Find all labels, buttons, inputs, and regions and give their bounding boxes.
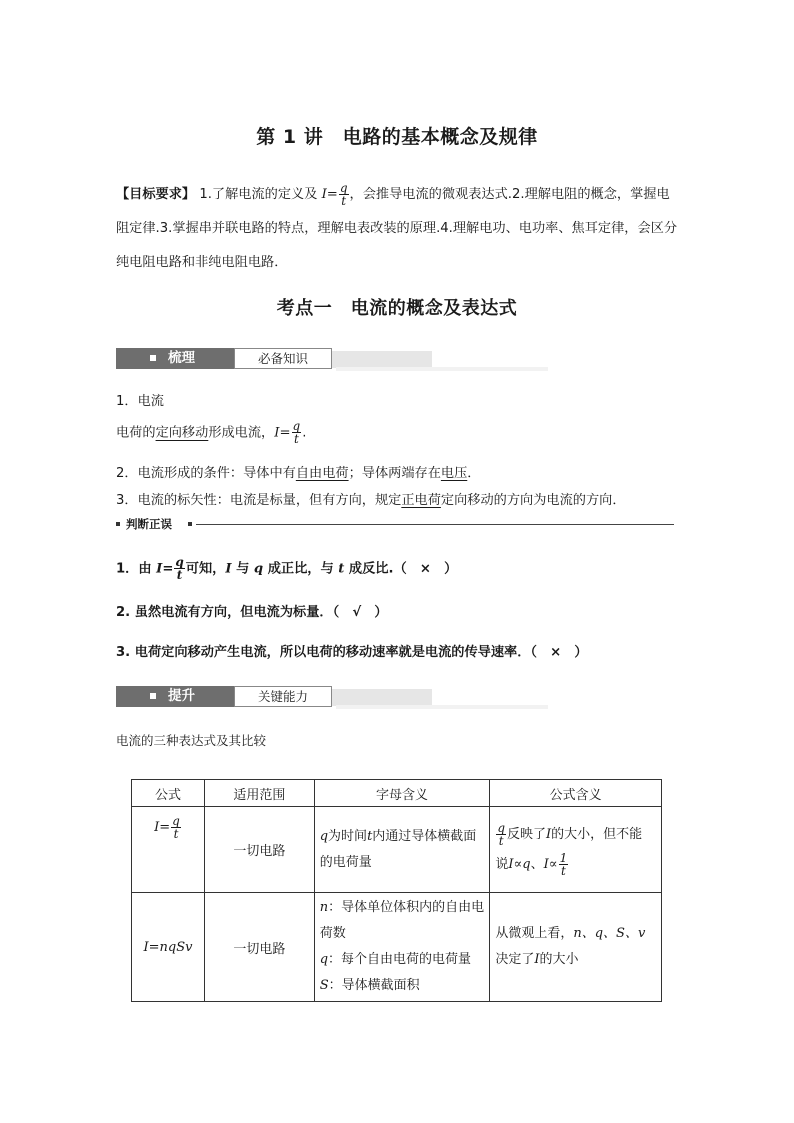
blank-directional-move: 定向移动 [155,425,209,441]
table-cell-scope: 一切电路 [204,893,314,1002]
goal-label: 【目标要求】 [116,187,196,202]
item-current-heading: 1．电流 [116,394,164,409]
def-fraction: $\frac{q}{t}$ [292,419,301,446]
square-icon [150,693,156,699]
table-header-cell: 公式含义 [490,780,662,807]
banner-improve [116,686,432,712]
judge-label: 判断正误 [116,516,176,532]
table-cell-scope: 一切电路 [204,807,314,893]
banner-sorting-label: 梳理 [116,348,236,369]
blank-positive-charge: 正电荷 [401,493,441,508]
table-header-cell: 适用范围 [204,780,314,807]
goal-formula-lhs: I= [321,187,338,202]
comparison-table [131,779,662,1002]
judge-item-1: 1．由 I= $\frac{q}{t}$ 可知，I 与 q 成正比，与 t 成反比.（ × ） [116,555,458,582]
blank-free-charge: 自由电荷 [295,466,349,481]
table-cell-meaning: q为时间t内通过导体横截面的电荷量 [314,807,490,893]
goal-text-1: 1.了解电流的定义及 [195,187,322,202]
goal-paragraph [116,178,682,280]
lecture-title: 第 1 讲 电路的基本概念及规律 [256,126,538,148]
square-icon [150,355,156,361]
table-row [132,807,662,893]
table-row [132,893,662,1002]
table-header-cell: 公式 [132,780,205,807]
blank-voltage: 电压 [440,466,468,481]
table-cell-significance: 从微观上看，n、q、S、v 决定了I的大小 [490,893,662,1002]
square-icon [116,522,120,526]
table-header-cell: 字母含义 [314,780,490,807]
table-cell-meaning: n：导体单位体积内的自由电荷数 q：每个自由电荷的电荷量 S：导体横截面积 [314,893,490,1002]
judge-divider [116,516,676,532]
judge-item-2: 2. 虽然电流有方向，但电流为标量．（ √ ） [116,605,388,620]
subheading-three-expressions: 电流的三种表达式及其比较 [116,733,267,748]
banner-sorting [116,348,432,374]
judge-fraction: $\frac{q}{t}$ [175,555,184,582]
banner-sorting-box: 必备知识 [234,348,332,369]
table-header-row [132,780,662,807]
table-cell-formula: I=nqSv [132,893,205,1002]
section-title: 考点一 电流的概念及表达式 [276,298,518,319]
banner-improve-box: 关键能力 [234,686,332,707]
banner-improve-label: 提升 [116,686,236,707]
goal-text-2: ，会推导电流的微观表达式.2.理解电阻的概念，掌握电阻定律.3.掌握串并联电路的特点，理解电表改装的原理.4.理解电功、电功率、焦耳定律，会区分纯电阻电路和非纯电阻电路． [116,187,678,270]
item-current-scalar: 3．电流的标矢性：电流是标量，但有方向，规定正电荷定向移动的方向为电流的方向． [116,493,626,508]
table-cell-formula: I= $\frac{q}{t}$ [132,807,205,893]
item-current-conditions: 2．电流形成的条件：导体中有自由电荷；导体两端存在电压． [116,466,481,481]
goal-fraction: $\frac{q}{t}$ [339,180,348,208]
table-cell-significance: $\frac{q}{t}$ 反映了I的大小，但不能 说I∝q、I∝ $\frac{1}{t}$ [490,807,662,893]
judge-item-3: 3. 电荷定向移动产生电流，所以电荷的移动速率就是电流的传导速率．（ × ） [116,645,588,660]
item-current-definition: 电荷的定向移动形成电流，I= $\frac{q}{t}$ . [116,419,307,446]
